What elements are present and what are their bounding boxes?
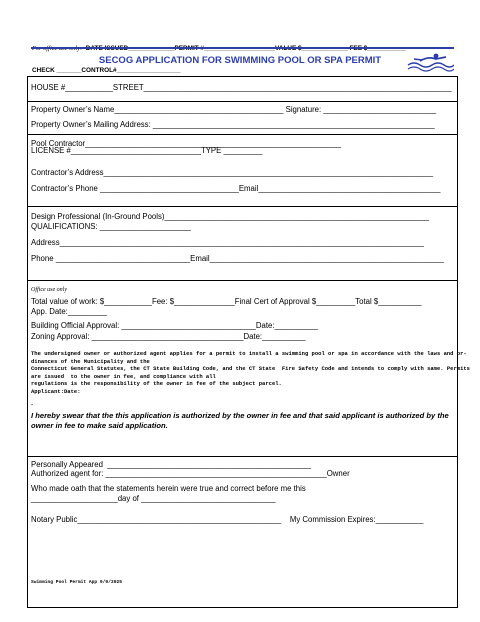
contractor-address-field[interactable]: Contractor’s Address____________________________________________________________________________ <box>31 168 434 177</box>
header-divider <box>31 47 454 49</box>
owner-name-field[interactable]: Property Owner’s Name_______________________________________ Signature: __________________________ <box>31 105 437 114</box>
office-use-only-label: Office use only <box>31 287 67 293</box>
declaration-line: are issued to the owner in fee, and compliance with all <box>31 372 216 380</box>
applicant-date-field[interactable]: Applicant:Date: <box>31 387 81 395</box>
design-professional-field[interactable]: Design Professional (In-Ground Pools)_____________________________________________________________ <box>31 212 429 221</box>
license-type-field[interactable]: LICENSE #______________________________TYPE _________ <box>31 146 263 155</box>
house-street-field[interactable]: HOUSE #___________STREET_______________________________________________________________________ <box>31 83 452 92</box>
authorized-agent-field[interactable]: Authorized agent for: ___________________________________________________Owner <box>31 469 350 478</box>
declaration-line: dinances of the Municipality and the <box>31 357 150 365</box>
value-fee-total-field[interactable]: Total value of work: $___________Fee: $______________Final Cert of Approval $_________Total $__________ <box>31 297 422 306</box>
check-control-line: CHECK _______CONTROL#__________________ <box>32 67 181 75</box>
declaration-line: regulations is the responsibility of the owner in fee of the subject parcel. <box>31 380 282 388</box>
zoning-approval-field[interactable]: Zoning Approval: ___________________________________Date:__________ <box>31 332 306 341</box>
oath-line: owner in fee to make said application. <box>31 420 168 430</box>
building-official-approval-field[interactable]: Building Official Approval: _______________________________Date:__________ <box>31 321 318 330</box>
footer-version: Swimming Pool Permit App 9/9/2025 <box>31 580 122 585</box>
design-address-field[interactable]: Address____________________________________________________________________________________ <box>31 238 424 247</box>
declaration-text <box>31 350 470 396</box>
app-date-field[interactable]: App. Date:_________ <box>31 307 107 316</box>
oath-statement: Who made oath that the statements herein were true and correct before me this <box>31 484 306 493</box>
oath-day-field[interactable]: ____________________day of _______________________________ <box>31 494 276 503</box>
pool-contractor-field[interactable]: Pool Contractor___________________________________________________________ <box>31 139 342 148</box>
qualifications-field[interactable]: QUALIFICATIONS: _____________________ <box>31 222 191 231</box>
oath-line: I hereby swear that the this application is authorized by the owner in fee and that said applicant is authorized by the <box>31 411 449 420</box>
page-title: SECOG APPLICATION FOR SWIMMING POOL OR SPA PERMIT <box>98 55 382 66</box>
owner-address-field[interactable]: Property Owner’s Mailing Address: _________________________________________________________________ <box>31 120 435 129</box>
contractor-phone-email-field[interactable]: Contractor’s Phone ________________________________Email__________________________________________ <box>31 184 441 193</box>
declaration-line: Connecticut General Statutes, the CT State Building Code, and the CT State Fire Safety Code and intends to comply with same. Permits <box>31 365 470 373</box>
notary-commission-field[interactable]: Notary Public_______________________________________________ My Commission Expires:___________ <box>31 515 424 524</box>
owner-oath-text <box>31 411 449 430</box>
declaration-line: The undersigned owner or authorized agent applies for a permit to install a swimming pool or spa in accordance with the laws and or- <box>31 350 467 357</box>
separator-dash: - <box>31 402 34 409</box>
swimmer-logo-icon <box>406 50 454 72</box>
personally-appeared-field[interactable]: Personally Appeared _______________________________________________ <box>31 460 312 469</box>
design-phone-email-field[interactable]: Phone _______________________________Email______________________________________________________ <box>31 254 444 263</box>
